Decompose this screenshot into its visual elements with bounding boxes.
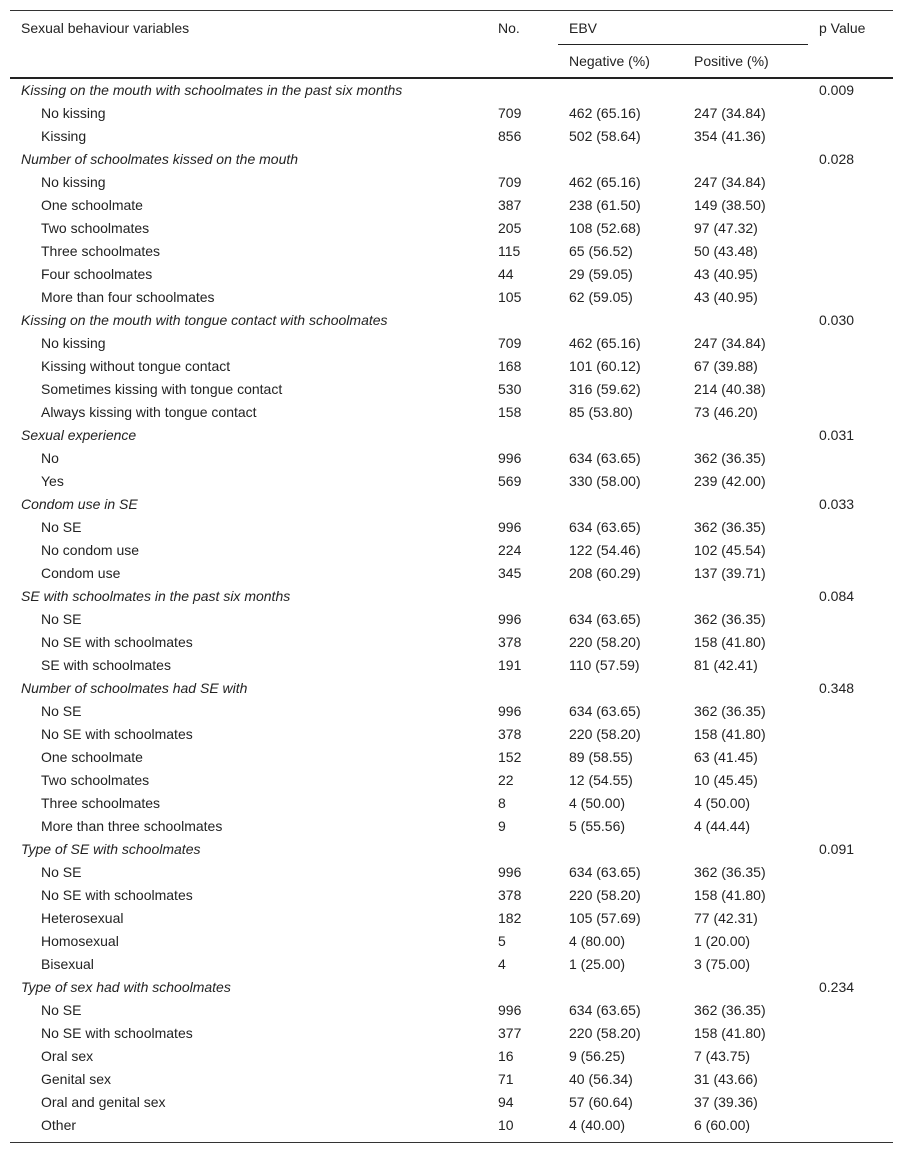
positive-value: 63 (41.45) xyxy=(694,749,758,765)
count: 9 xyxy=(498,818,506,834)
category-label: No kissing xyxy=(41,335,106,351)
category-label: No SE xyxy=(41,611,82,627)
positive-value: 247 (34.84) xyxy=(694,174,766,190)
category-label: One schoolmate xyxy=(41,197,143,213)
p-value: 0.091 xyxy=(819,841,855,857)
negative-value: 101 (60.12) xyxy=(569,358,641,374)
positive-value: 362 (36.35) xyxy=(694,519,766,535)
table-row xyxy=(10,332,893,355)
category-label: Other xyxy=(41,1117,77,1133)
table-body xyxy=(10,79,893,1137)
count: 709 xyxy=(498,174,522,190)
table-row xyxy=(10,516,893,539)
count: 94 xyxy=(498,1094,514,1110)
category-label: Oral and genital sex xyxy=(41,1094,166,1110)
count: 16 xyxy=(498,1048,514,1064)
negative-value: 634 (63.65) xyxy=(569,703,641,719)
table-row xyxy=(10,861,893,884)
negative-value: 105 (57.69) xyxy=(569,910,641,926)
negative-value: 12 (54.55) xyxy=(569,772,633,788)
negative-value: 462 (65.16) xyxy=(569,174,641,190)
count: 168 xyxy=(498,358,522,374)
header-variable: Sexual behaviour variables xyxy=(21,20,190,36)
positive-value: 1 (20.00) xyxy=(694,933,751,949)
positive-value: 7 (43.75) xyxy=(694,1048,751,1064)
negative-value: 65 (56.52) xyxy=(569,243,633,259)
negative-value: 40 (56.34) xyxy=(569,1071,633,1087)
category-label: No xyxy=(41,450,59,466)
count: 996 xyxy=(498,450,522,466)
p-value: 0.031 xyxy=(819,427,855,443)
table-row xyxy=(10,723,893,746)
category-label: Kissing xyxy=(41,128,87,144)
positive-value: 81 (42.41) xyxy=(694,657,758,673)
count: 709 xyxy=(498,335,522,351)
positive-value: 362 (36.35) xyxy=(694,450,766,466)
group-title: Condom use in SE xyxy=(21,496,138,512)
category-label: Homosexual xyxy=(41,933,119,949)
header-ebv: EBV xyxy=(569,20,598,36)
category-label: More than three schoolmates xyxy=(41,818,223,834)
category-label: One schoolmate xyxy=(41,749,143,765)
group-header-row xyxy=(10,309,893,332)
count: 996 xyxy=(498,864,522,880)
table-row xyxy=(10,884,893,907)
category-label: Genital sex xyxy=(41,1071,112,1087)
table-row xyxy=(10,378,893,401)
negative-value: 89 (58.55) xyxy=(569,749,633,765)
table-row xyxy=(10,1091,893,1114)
table-row xyxy=(10,792,893,815)
positive-value: 43 (40.95) xyxy=(694,289,758,305)
count: 44 xyxy=(498,266,514,282)
negative-value: 9 (56.25) xyxy=(569,1048,626,1064)
table-row xyxy=(10,769,893,792)
negative-value: 462 (65.16) xyxy=(569,105,641,121)
positive-value: 50 (43.48) xyxy=(694,243,758,259)
table-row xyxy=(10,286,893,309)
table-row xyxy=(10,240,893,263)
table-row xyxy=(10,1022,893,1045)
table-row xyxy=(10,217,893,240)
category-label: More than four schoolmates xyxy=(41,289,215,305)
p-value: 0.348 xyxy=(819,680,855,696)
positive-value: 137 (39.71) xyxy=(694,565,766,581)
negative-value: 108 (52.68) xyxy=(569,220,641,236)
negative-value: 220 (58.20) xyxy=(569,887,641,903)
header-p-value: p Value xyxy=(819,20,866,36)
count: 378 xyxy=(498,726,522,742)
count: 345 xyxy=(498,565,522,581)
positive-value: 362 (36.35) xyxy=(694,864,766,880)
negative-value: 62 (59.05) xyxy=(569,289,633,305)
p-value: 0.009 xyxy=(819,82,855,98)
positive-value: 97 (47.32) xyxy=(694,220,758,236)
positive-value: 73 (46.20) xyxy=(694,404,758,420)
negative-value: 4 (40.00) xyxy=(569,1117,626,1133)
negative-value: 85 (53.80) xyxy=(569,404,633,420)
category-label: Heterosexual xyxy=(41,910,124,926)
category-label: No kissing xyxy=(41,105,106,121)
table-row xyxy=(10,608,893,631)
count: 996 xyxy=(498,611,522,627)
positive-value: 362 (36.35) xyxy=(694,703,766,719)
category-label: Yes xyxy=(41,473,64,489)
category-label: Condom use xyxy=(41,565,121,581)
category-label: No SE xyxy=(41,864,82,880)
table-row xyxy=(10,1114,893,1137)
positive-value: 102 (45.54) xyxy=(694,542,766,558)
count: 996 xyxy=(498,1002,522,1018)
count: 378 xyxy=(498,634,522,650)
group-title: Number of schoolmates kissed on the mouth xyxy=(21,151,299,167)
count: 115 xyxy=(498,243,521,259)
count: 709 xyxy=(498,105,522,121)
positive-value: 158 (41.80) xyxy=(694,634,766,650)
table-row xyxy=(10,1045,893,1068)
category-label: Always kissing with tongue contact xyxy=(41,404,257,420)
category-label: No SE xyxy=(41,1002,82,1018)
category-label: Kissing without tongue contact xyxy=(41,358,231,374)
count: 158 xyxy=(498,404,522,420)
group-title: Type of SE with schoolmates xyxy=(21,841,201,857)
negative-value: 57 (60.64) xyxy=(569,1094,633,1110)
table-row xyxy=(10,194,893,217)
group-header-row xyxy=(10,79,893,102)
negative-value: 238 (61.50) xyxy=(569,197,641,213)
positive-value: 43 (40.95) xyxy=(694,266,758,282)
table-row xyxy=(10,355,893,378)
count: 530 xyxy=(498,381,522,397)
positive-value: 362 (36.35) xyxy=(694,1002,766,1018)
category-label: No kissing xyxy=(41,174,106,190)
group-header-row xyxy=(10,976,893,999)
negative-value: 29 (59.05) xyxy=(569,266,633,282)
category-label: Bisexual xyxy=(41,956,94,972)
table-row xyxy=(10,953,893,976)
negative-value: 462 (65.16) xyxy=(569,335,641,351)
p-value: 0.084 xyxy=(819,588,855,604)
negative-value: 4 (50.00) xyxy=(569,795,626,811)
count: 182 xyxy=(498,910,522,926)
group-title: Kissing on the mouth with tongue contact with schoolmates xyxy=(21,312,388,328)
positive-value: 247 (34.84) xyxy=(694,335,766,351)
table-row xyxy=(10,263,893,286)
category-label: No SE with schoolmates xyxy=(41,887,193,903)
group-header-row xyxy=(10,148,893,171)
ebv-divider xyxy=(558,44,808,45)
count: 205 xyxy=(498,220,522,236)
group-title: Type of sex had with schoolmates xyxy=(21,979,231,995)
negative-value: 634 (63.65) xyxy=(569,1002,641,1018)
p-value: 0.033 xyxy=(819,496,855,512)
positive-value: 362 (36.35) xyxy=(694,611,766,627)
table-row xyxy=(10,815,893,838)
table-row xyxy=(10,1068,893,1091)
positive-value: 149 (38.50) xyxy=(694,197,766,213)
count: 5 xyxy=(498,933,506,949)
negative-value: 220 (58.20) xyxy=(569,634,641,650)
negative-value: 220 (58.20) xyxy=(569,1025,641,1041)
group-header-row xyxy=(10,585,893,608)
positive-value: 239 (42.00) xyxy=(694,473,766,489)
group-header-row xyxy=(10,838,893,861)
count: 996 xyxy=(498,703,522,719)
category-label: Two schoolmates xyxy=(41,772,150,788)
table-row xyxy=(10,171,893,194)
negative-value: 634 (63.65) xyxy=(569,611,641,627)
count: 996 xyxy=(498,519,522,535)
category-label: No SE with schoolmates xyxy=(41,726,193,742)
group-title: Number of schoolmates had SE with xyxy=(21,680,248,696)
table-row xyxy=(10,999,893,1022)
table-row xyxy=(10,930,893,953)
table-row xyxy=(10,562,893,585)
negative-value: 122 (54.46) xyxy=(569,542,641,558)
group-title: Sexual experience xyxy=(21,427,137,443)
count: 105 xyxy=(498,289,522,305)
positive-value: 4 (50.00) xyxy=(694,795,751,811)
group-header-row xyxy=(10,424,893,447)
category-label: No SE xyxy=(41,519,82,535)
positive-value: 158 (41.80) xyxy=(694,726,766,742)
table-row xyxy=(10,654,893,677)
count: 378 xyxy=(498,887,522,903)
category-label: Four schoolmates xyxy=(41,266,153,282)
count: 377 xyxy=(498,1025,522,1041)
positive-value: 214 (40.38) xyxy=(694,381,766,397)
table-row xyxy=(10,539,893,562)
category-label: Sometimes kissing with tongue contact xyxy=(41,381,283,397)
negative-value: 4 (80.00) xyxy=(569,933,626,949)
table-row xyxy=(10,102,893,125)
header-positive: Positive (%) xyxy=(694,53,769,69)
table-row xyxy=(10,746,893,769)
count: 387 xyxy=(498,197,522,213)
positive-value: 31 (43.66) xyxy=(694,1071,758,1087)
category-label: Two schoolmates xyxy=(41,220,150,236)
table-row xyxy=(10,470,893,493)
category-label: No condom use xyxy=(41,542,140,558)
negative-value: 316 (59.62) xyxy=(569,381,641,397)
negative-value: 330 (58.00) xyxy=(569,473,641,489)
positive-value: 158 (41.80) xyxy=(694,1025,766,1041)
count: 71 xyxy=(498,1071,514,1087)
positive-value: 3 (75.00) xyxy=(694,956,751,972)
table-row xyxy=(10,125,893,148)
positive-value: 77 (42.31) xyxy=(694,910,758,926)
positive-value: 158 (41.80) xyxy=(694,887,766,903)
category-label: No SE xyxy=(41,703,82,719)
p-value: 0.028 xyxy=(819,151,855,167)
category-label: SE with schoolmates xyxy=(41,657,171,673)
positive-value: 4 (44.44) xyxy=(694,818,751,834)
ebv-sexual-behaviour-table xyxy=(10,10,893,1143)
category-label: Three schoolmates xyxy=(41,795,161,811)
table-row xyxy=(10,631,893,654)
negative-value: 110 (57.59) xyxy=(569,657,640,673)
table-row xyxy=(10,907,893,930)
negative-value: 634 (63.65) xyxy=(569,450,641,466)
count: 856 xyxy=(498,128,522,144)
count: 8 xyxy=(498,795,506,811)
count: 22 xyxy=(498,772,514,788)
positive-value: 354 (41.36) xyxy=(694,128,766,144)
positive-value: 10 (45.45) xyxy=(694,772,758,788)
negative-value: 634 (63.65) xyxy=(569,519,641,535)
header-no: No. xyxy=(498,20,520,36)
positive-value: 247 (34.84) xyxy=(694,105,766,121)
negative-value: 634 (63.65) xyxy=(569,864,641,880)
negative-value: 1 (25.00) xyxy=(569,956,626,972)
table-row xyxy=(10,700,893,723)
positive-value: 67 (39.88) xyxy=(694,358,758,374)
category-label: Three schoolmates xyxy=(41,243,161,259)
table-row xyxy=(10,401,893,424)
count: 10 xyxy=(498,1117,514,1133)
header-negative: Negative (%) xyxy=(569,53,650,69)
negative-value: 5 (55.56) xyxy=(569,818,626,834)
category-label: No SE with schoolmates xyxy=(41,634,193,650)
count: 152 xyxy=(498,749,522,765)
category-label: No SE with schoolmates xyxy=(41,1025,193,1041)
count: 4 xyxy=(498,956,506,972)
p-value: 0.234 xyxy=(819,979,855,995)
p-value: 0.030 xyxy=(819,312,855,328)
table-row xyxy=(10,447,893,470)
count: 569 xyxy=(498,473,522,489)
count: 191 xyxy=(498,657,522,673)
negative-value: 208 (60.29) xyxy=(569,565,641,581)
negative-value: 220 (58.20) xyxy=(569,726,641,742)
group-header-row xyxy=(10,493,893,516)
group-title: SE with schoolmates in the past six months xyxy=(21,588,291,604)
table-header xyxy=(10,11,893,79)
negative-value: 502 (58.64) xyxy=(569,128,641,144)
positive-value: 37 (39.36) xyxy=(694,1094,758,1110)
count: 224 xyxy=(498,542,522,558)
group-title: Kissing on the mouth with schoolmates in the past six months xyxy=(21,82,403,98)
group-header-row xyxy=(10,677,893,700)
positive-value: 6 (60.00) xyxy=(694,1117,751,1133)
category-label: Oral sex xyxy=(41,1048,94,1064)
